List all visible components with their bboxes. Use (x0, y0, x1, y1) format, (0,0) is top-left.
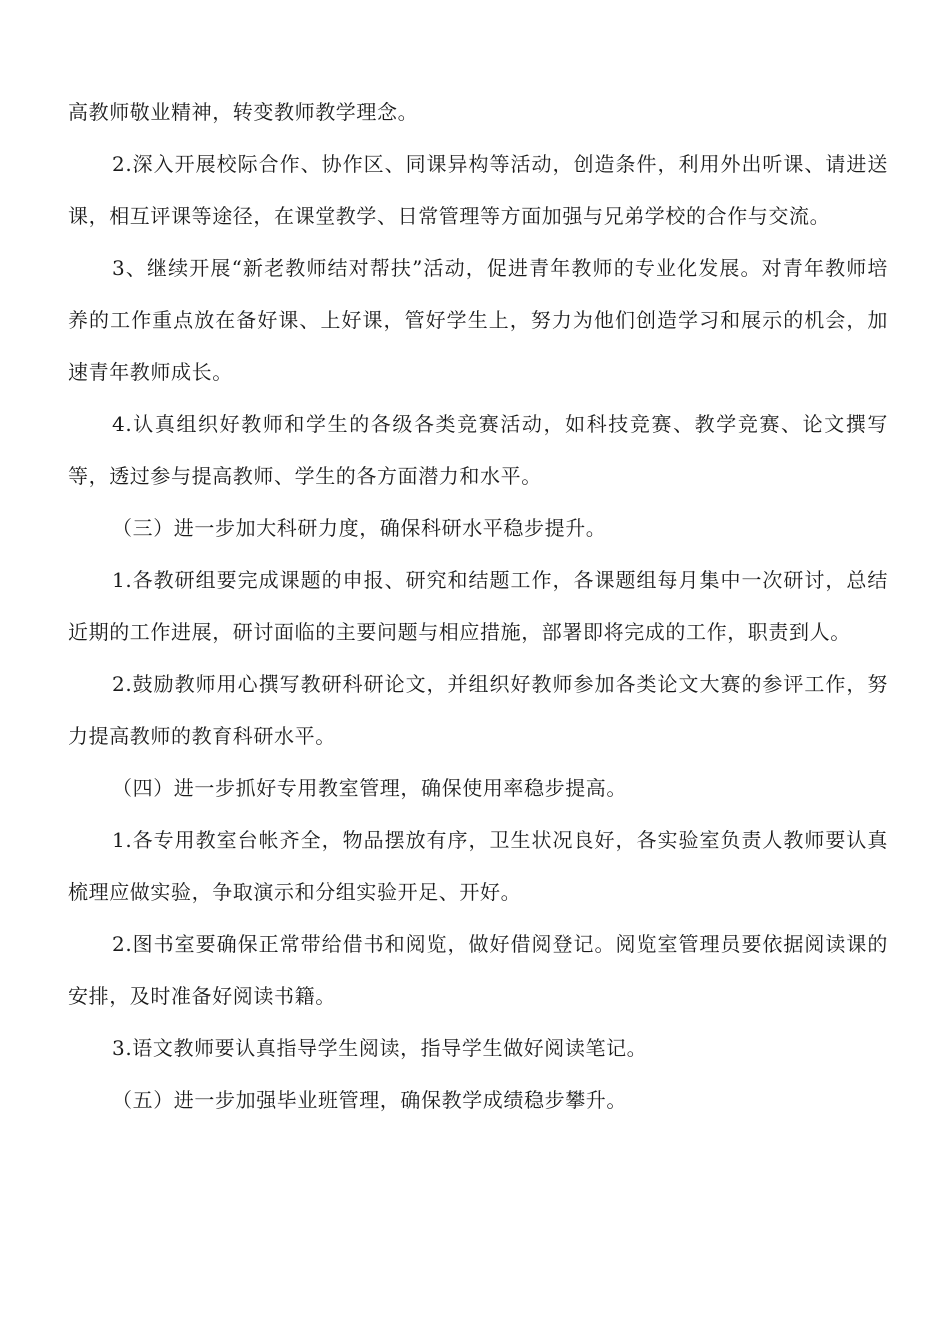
section-heading-4: （四）进一步抓好专用教室管理，确保使用率稳步提高。 (112, 776, 627, 800)
paragraph-classroom-3: 3.语文教师要认真指导学生阅读，指导学生做好阅读笔记。 (112, 1036, 648, 1060)
section-heading-5: （五）进一步加强毕业班管理，确保教学成绩稳步攀升。 (112, 1088, 627, 1112)
paragraph-research-1: 1.各教研组要完成课题的申报、研究和结题工作，各课题组每月集中一次研讨，总结近期的工作进展，研讨面临的主要问题与相应措施，部署即将完成的工作，职责到人。 (68, 568, 888, 644)
paragraph-continuation: 高教师敬业精神，转变教师教学理念。 (68, 100, 419, 124)
paragraph-item-2: 2.深入开展校际合作、协作区、同课异构等活动，创造条件，利用外出听课、请进送课，相互评课等途径，在课堂教学、日常管理等方面加强与兄弟学校的合作与交流。 (68, 152, 888, 228)
paragraph-item-4: 4.认真组织好教师和学生的各级各类竞赛活动，如科技竞赛、教学竞赛、论文撰写等，透过参与提高教师、学生的各方面潜力和水平。 (68, 412, 888, 488)
paragraph-classroom-2: 2.图书室要确保正常带给借书和阅览，做好借阅登记。阅览室管理员要依据阅读课的安排，及时准备好阅读书籍。 (68, 932, 888, 1008)
section-heading-3: （三）进一步加大科研力度，确保科研水平稳步提升。 (112, 516, 607, 540)
document-body (68, 86, 888, 1126)
paragraph-item-3: 3、继续开展“新老教师结对帮扶”活动，促进青年教师的专业化发展。对青年教师培养的工作重点放在备好课、上好课，管好学生上，努力为他们创造学习和展示的机会，加速青年教师成长。 (68, 256, 888, 384)
paragraph-classroom-1: 1.各专用教室台帐齐全，物品摆放有序，卫生状况良好，各实验室负责人教师要认真梳理应做实验，争取演示和分组实验开足、开好。 (68, 828, 888, 904)
paragraph-research-2: 2.鼓励教师用心撰写教研科研论文，并组织好教师参加各类论文大赛的参评工作，努力提高教师的教育科研水平。 (68, 672, 888, 748)
